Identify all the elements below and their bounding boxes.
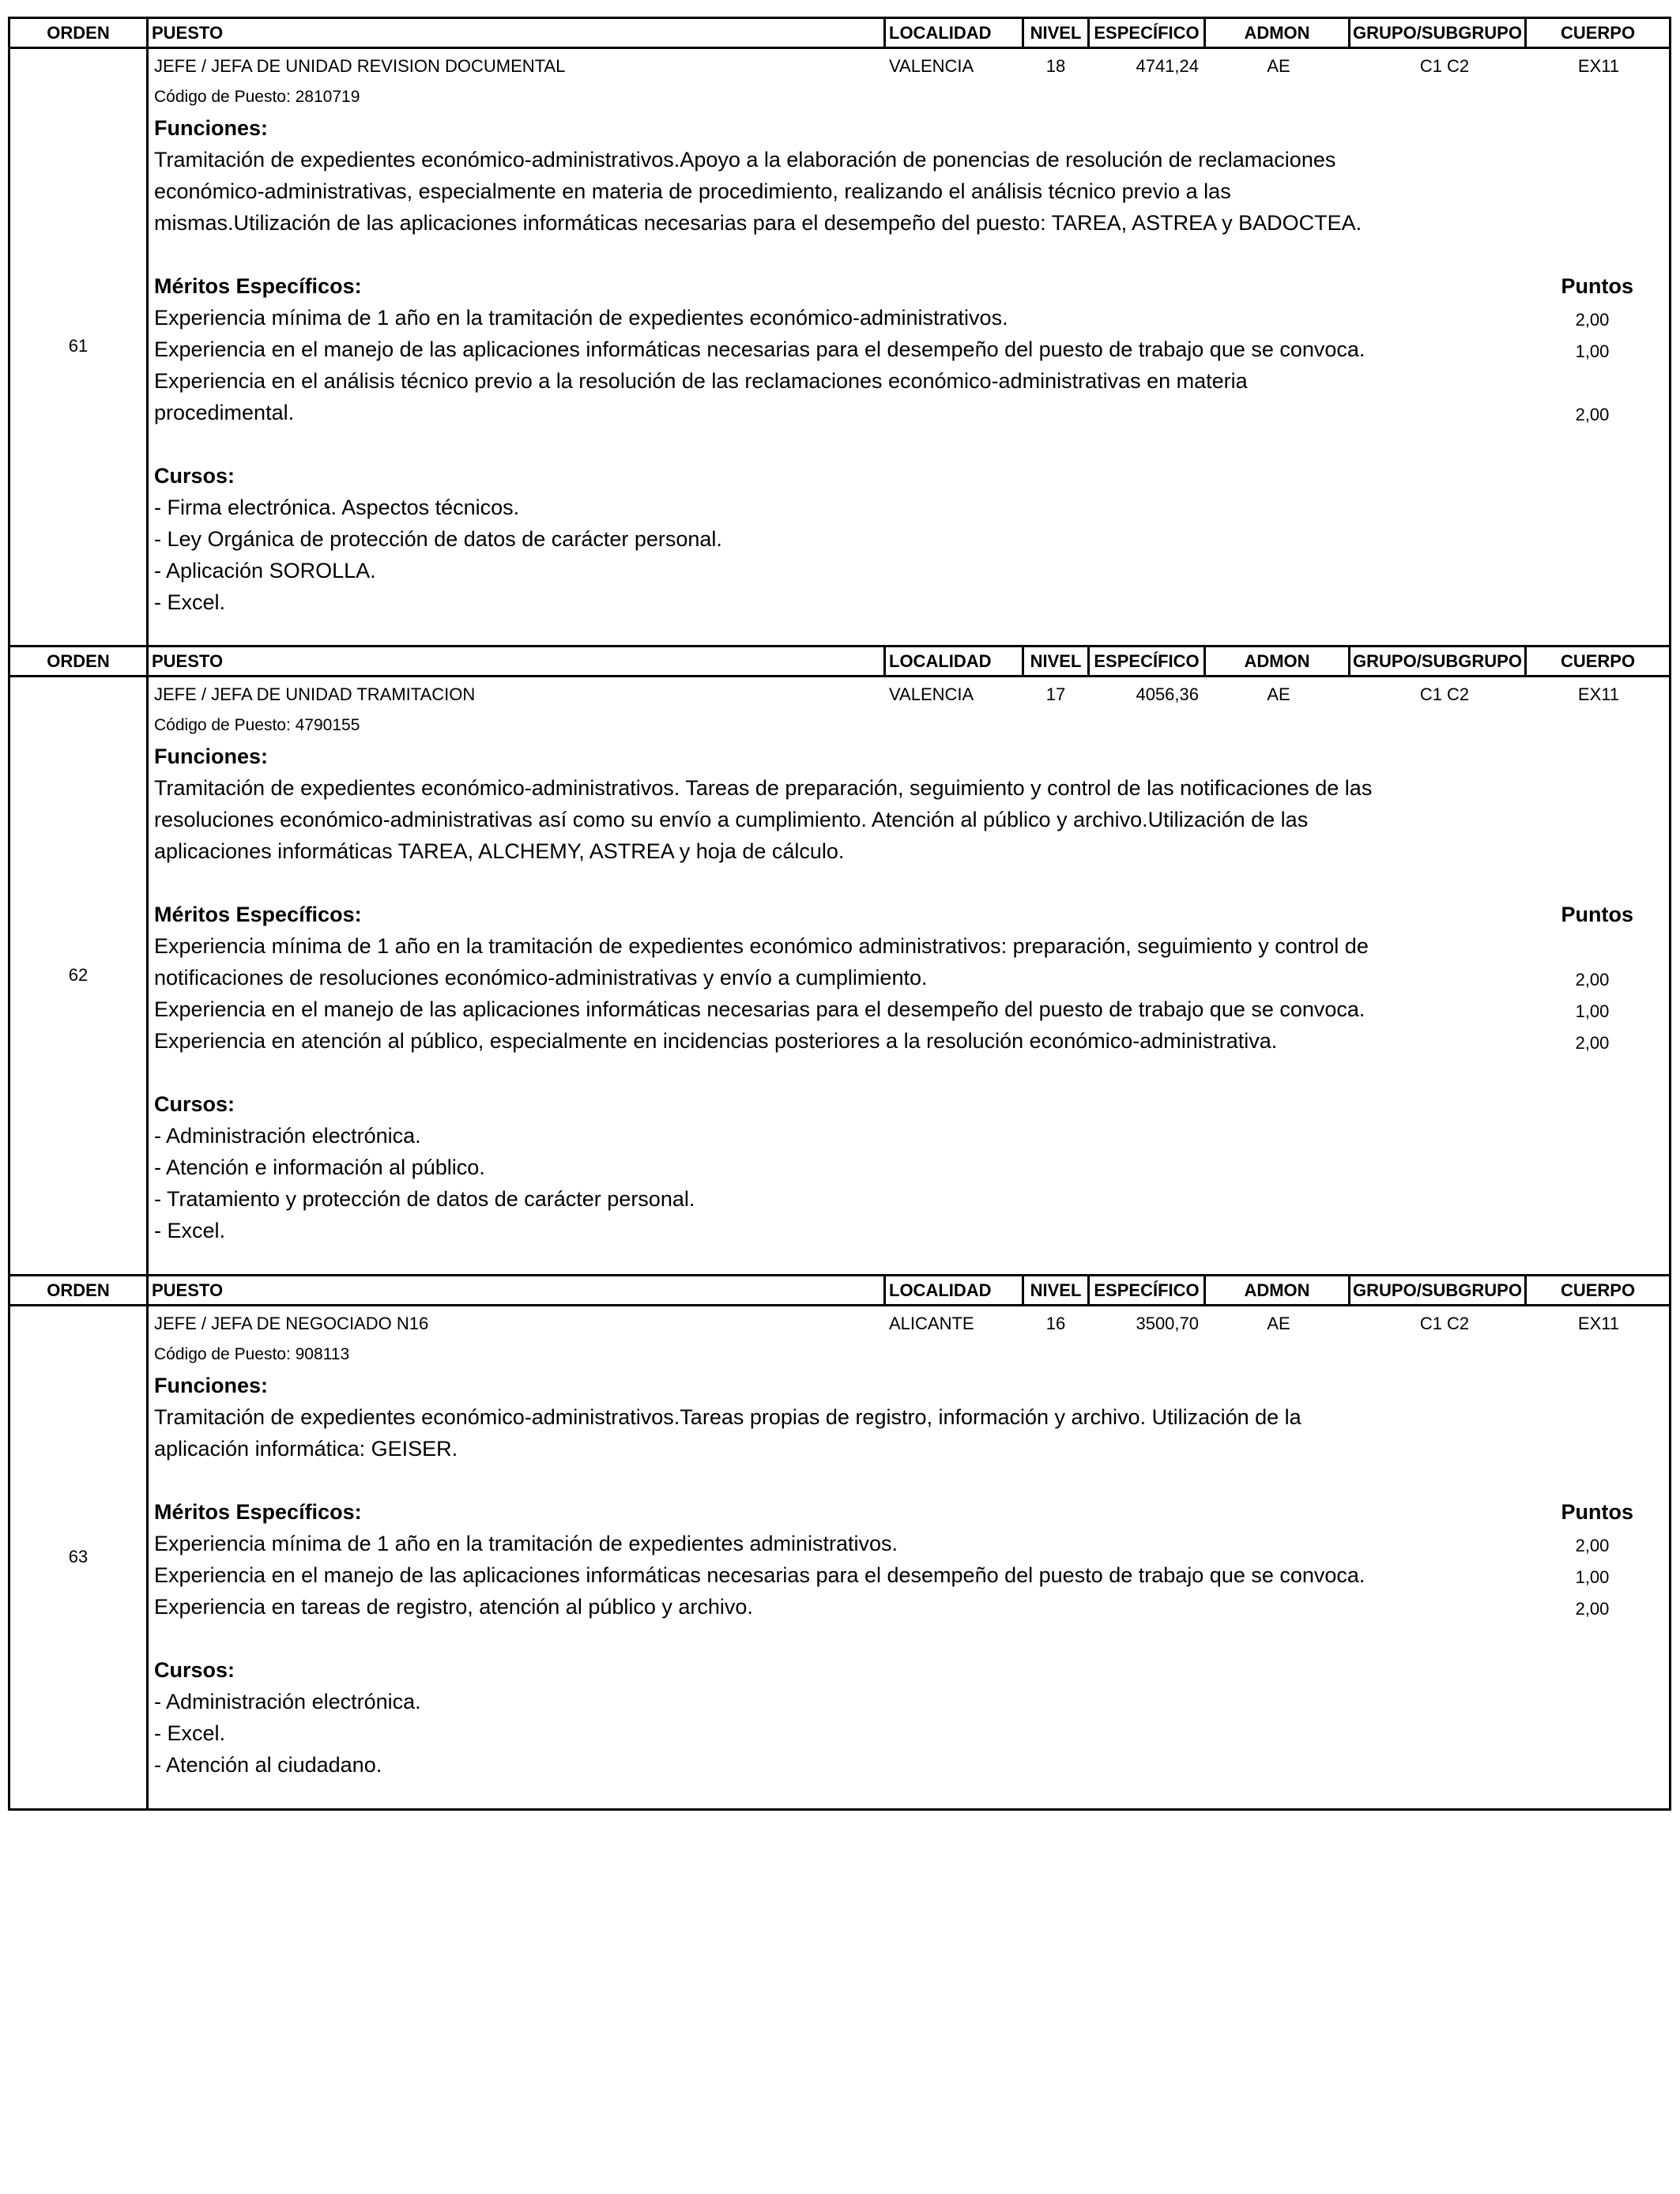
funciones-text-line: aplicaciones informáticas TAREA, ALCHEMY, ASTREA y hoja de cálculo.: [154, 839, 845, 863]
field-cuerpo: EX11: [1577, 684, 1620, 704]
funciones-heading: Funciones:: [154, 116, 269, 140]
header-orden: ORDEN: [47, 23, 110, 43]
header-localidad: LOCALIDAD: [889, 651, 992, 671]
column-divider: [1087, 1276, 1090, 1304]
header-nivel: NIVEL: [1030, 1280, 1082, 1300]
spacer: [154, 1057, 1418, 1088]
funciones-text-line: aplicación informática: GEISER.: [154, 1437, 458, 1461]
job-block: [8, 647, 1671, 1276]
header-localidad: LOCALIDAD: [889, 23, 992, 43]
merito-puntos: 2,00: [1575, 405, 1610, 424]
job-block: [8, 17, 1671, 647]
merito-text-line: Experiencia en tareas de registro, atención al público y archivo.: [154, 1595, 753, 1619]
header-orden: ORDEN: [47, 1280, 110, 1300]
field-especifico: 4741,24: [1136, 56, 1199, 76]
funciones-heading: Funciones:: [154, 1374, 269, 1397]
merito-item: [154, 365, 1610, 428]
merito-text-line: Experiencia mínima de 1 año en la tramitación de expedientes económico-administrativos.: [154, 306, 1008, 330]
column-divider: [883, 647, 886, 675]
meritos-heading: Méritos Específicos:: [154, 903, 362, 926]
merito-puntos: 2,00: [1575, 1033, 1610, 1053]
header-puesto: PUESTO: [152, 651, 224, 671]
column-divider: [1348, 1276, 1350, 1304]
field-admon: AE: [1267, 684, 1290, 704]
cursos-heading: Cursos:: [154, 1658, 235, 1682]
column-divider: [883, 19, 886, 47]
merito-text-line: procedimental.: [154, 401, 295, 424]
field-grupo: C1 C2: [1419, 684, 1470, 704]
merito-puntos: 1,00: [1575, 1001, 1610, 1021]
header-admon: ADMON: [1244, 1280, 1310, 1300]
funciones-text-line: resoluciones económico-administrativas así como su envío a cumplimiento. Atención al público y archivo.Utilización de las: [154, 808, 1309, 831]
column-header-row: [10, 647, 1669, 677]
merito-puntos: 2,00: [1575, 1599, 1610, 1619]
funciones-text-line: Tramitación de expedientes económico-administrativos.Apoyo a la elaboración de ponencias de resolución de reclamaciones: [154, 148, 1336, 172]
funciones-heading: Funciones:: [154, 745, 269, 768]
column-divider: [1203, 19, 1206, 47]
header-localidad: LOCALIDAD: [889, 1280, 992, 1300]
header-cuerpo: CUERPO: [1560, 651, 1636, 671]
puesto-title: JEFE / JEFA DE NEGOCIADO N16: [154, 1314, 429, 1333]
puntos-heading: Puntos: [1561, 274, 1633, 298]
merito-item: [154, 930, 1610, 993]
funciones-text-line: Tramitación de expedientes económico-administrativos. Tareas de preparación, seguimiento y control de las notificaciones de las: [154, 776, 1373, 800]
header-admon: ADMON: [1244, 651, 1310, 671]
field-admon: AE: [1267, 56, 1290, 76]
merito-item: [154, 1025, 1610, 1057]
header-especifico: ESPECÍFICO: [1094, 23, 1200, 43]
funciones-text-line: económico-administrativas, especialmente en materia de procedimiento, realizando el análisis técnico previo a las: [154, 179, 1231, 203]
merito-puntos: 2,00: [1575, 310, 1610, 330]
column-divider: [1524, 647, 1527, 675]
curso-item: - Administración electrónica.: [154, 1690, 421, 1713]
job-block: [8, 1276, 1671, 1811]
codigo-puesto: Código de Puesto: 908113: [154, 1345, 350, 1363]
puntos-heading: Puntos: [1561, 1500, 1633, 1524]
merito-text-line: Experiencia mínima de 1 año en la tramitación de expedientes administrativos.: [154, 1532, 898, 1555]
curso-item: - Ley Orgánica de protección de datos de carácter personal.: [154, 527, 722, 551]
curso-item: - Atención al ciudadano.: [154, 1753, 382, 1777]
merito-puntos: 1,00: [1575, 341, 1610, 361]
merito-item: [154, 1528, 1610, 1559]
curso-item: - Aplicación SOROLLA.: [154, 559, 376, 582]
curso-item: - Atención e información al público.: [154, 1155, 485, 1179]
meritos-heading: Méritos Específicos:: [154, 274, 362, 298]
curso-item: - Tratamiento y protección de datos de carácter personal.: [154, 1187, 695, 1211]
orden-number: 61: [68, 336, 89, 356]
header-cuerpo: CUERPO: [1560, 1280, 1636, 1300]
merito-puntos: 2,00: [1575, 970, 1610, 990]
merito-item: [154, 993, 1610, 1025]
curso-item: - Excel.: [154, 1721, 226, 1745]
column-divider: [146, 19, 149, 47]
meritos-heading: Méritos Específicos:: [154, 1500, 362, 1524]
field-especifico: 4056,36: [1136, 684, 1199, 704]
merito-item: [154, 334, 1610, 365]
cursos-heading: Cursos:: [154, 1092, 235, 1116]
job-body: [10, 1306, 1669, 1808]
column-divider: [1348, 647, 1350, 675]
orden-divider: [146, 677, 149, 1274]
curso-item: - Excel.: [154, 590, 226, 614]
column-divider: [146, 647, 149, 675]
merito-item: [154, 1591, 1610, 1623]
spacer: [154, 1465, 1418, 1496]
merito-item: [154, 302, 1610, 334]
header-nivel: NIVEL: [1030, 23, 1082, 43]
header-especifico: ESPECÍFICO: [1094, 1280, 1200, 1300]
field-especifico: 3500,70: [1136, 1314, 1199, 1333]
column-divider: [1022, 647, 1024, 675]
field-localidad: VALENCIA: [889, 684, 974, 704]
field-grupo: C1 C2: [1419, 1314, 1470, 1333]
column-divider: [1087, 19, 1090, 47]
merito-text-line: Experiencia en el manejo de las aplicaciones informáticas necesarias para el desempeño del puesto de trabajo que se convoca.: [154, 1563, 1365, 1587]
merito-text-line: notificaciones de resoluciones económico-administrativas y envío a cumplimiento.: [154, 966, 928, 990]
codigo-puesto: Código de Puesto: 2810719: [154, 88, 360, 106]
merito-text-line: Experiencia en el análisis técnico previo a la resolución de las reclamaciones económico-administrativas en materia: [154, 369, 1248, 393]
header-especifico: ESPECÍFICO: [1094, 651, 1200, 671]
column-divider: [1022, 19, 1024, 47]
orden-number: 62: [68, 964, 89, 985]
header-grupo: GRUPO/SUBGRUPO: [1353, 651, 1522, 671]
cursos-heading: Cursos:: [154, 464, 235, 488]
column-divider: [1524, 19, 1527, 47]
field-admon: AE: [1267, 1314, 1290, 1333]
column-divider: [1524, 1276, 1527, 1304]
curso-item: - Administración electrónica.: [154, 1124, 421, 1148]
column-divider: [1203, 1276, 1206, 1304]
merito-puntos: 1,00: [1575, 1567, 1610, 1587]
orden-divider: [146, 1306, 149, 1808]
column-divider: [146, 1276, 149, 1304]
orden-number: 63: [68, 1546, 89, 1566]
header-grupo: GRUPO/SUBGRUPO: [1353, 23, 1522, 43]
curso-item: - Excel.: [154, 1219, 226, 1242]
spacer: [154, 1623, 1418, 1654]
job-listing-document: [8, 17, 1671, 1811]
merito-text-line: Experiencia en atención al público, especialmente en incidencias posteriores a la resolución económico-administrativa.: [154, 1029, 1278, 1053]
header-admon: ADMON: [1244, 23, 1310, 43]
spacer: [154, 428, 1418, 460]
field-localidad: ALICANTE: [889, 1314, 974, 1333]
field-cuerpo: EX11: [1577, 56, 1620, 76]
spacer: [154, 867, 1418, 899]
field-localidad: VALENCIA: [889, 56, 974, 76]
merito-text-line: Experiencia mínima de 1 año en la tramitación de expedientes económico administrativos: preparación, seguimiento y control de: [154, 934, 1369, 958]
job-body: [10, 677, 1669, 1274]
header-grupo: GRUPO/SUBGRUPO: [1353, 1280, 1522, 1300]
meritos-heading-row: [154, 1496, 1633, 1528]
field-nivel: 16: [1045, 1314, 1066, 1333]
header-nivel: NIVEL: [1030, 651, 1082, 671]
puesto-title: JEFE / JEFA DE UNIDAD TRAMITACION: [154, 684, 476, 704]
merito-puntos: 2,00: [1575, 1536, 1610, 1555]
puntos-heading: Puntos: [1561, 903, 1633, 926]
column-divider: [1348, 19, 1350, 47]
curso-item: - Firma electrónica. Aspectos técnicos.: [154, 496, 520, 519]
column-header-row: [10, 1276, 1669, 1306]
puesto-title: JEFE / JEFA DE UNIDAD REVISION DOCUMENTAL: [154, 56, 566, 76]
column-divider: [1087, 647, 1090, 675]
column-divider: [1203, 647, 1206, 675]
header-puesto: PUESTO: [152, 23, 224, 43]
funciones-text-line: mismas.Utilización de las aplicaciones informáticas necesarias para el desempeño del puesto: TAREA, ASTREA y BADOCTEA.: [154, 211, 1362, 235]
meritos-heading-row: [154, 899, 1633, 930]
merito-item: [154, 1559, 1610, 1591]
header-cuerpo: CUERPO: [1560, 23, 1636, 43]
field-nivel: 17: [1045, 684, 1066, 704]
orden-divider: [146, 49, 149, 645]
job-body: [10, 49, 1669, 645]
column-header-row: [10, 19, 1669, 49]
header-puesto: PUESTO: [152, 1280, 224, 1300]
field-cuerpo: EX11: [1577, 1314, 1620, 1333]
column-divider: [1022, 1276, 1024, 1304]
column-divider: [883, 1276, 886, 1304]
merito-text-line: Experiencia en el manejo de las aplicaciones informáticas necesarias para el desempeño del puesto de trabajo que se convoca.: [154, 997, 1365, 1021]
merito-text-line: Experiencia en el manejo de las aplicaciones informáticas necesarias para el desempeño del puesto de trabajo que se convoca.: [154, 337, 1365, 361]
codigo-puesto: Código de Puesto: 4790155: [154, 716, 360, 734]
header-orden: ORDEN: [47, 651, 110, 671]
meritos-heading-row: [154, 270, 1633, 302]
field-nivel: 18: [1045, 56, 1066, 76]
spacer: [154, 239, 1418, 270]
field-grupo: C1 C2: [1419, 56, 1470, 76]
funciones-text-line: Tramitación de expedientes económico-administrativos.Tareas propias de registro, información y archivo. Utilización de la: [154, 1405, 1301, 1429]
